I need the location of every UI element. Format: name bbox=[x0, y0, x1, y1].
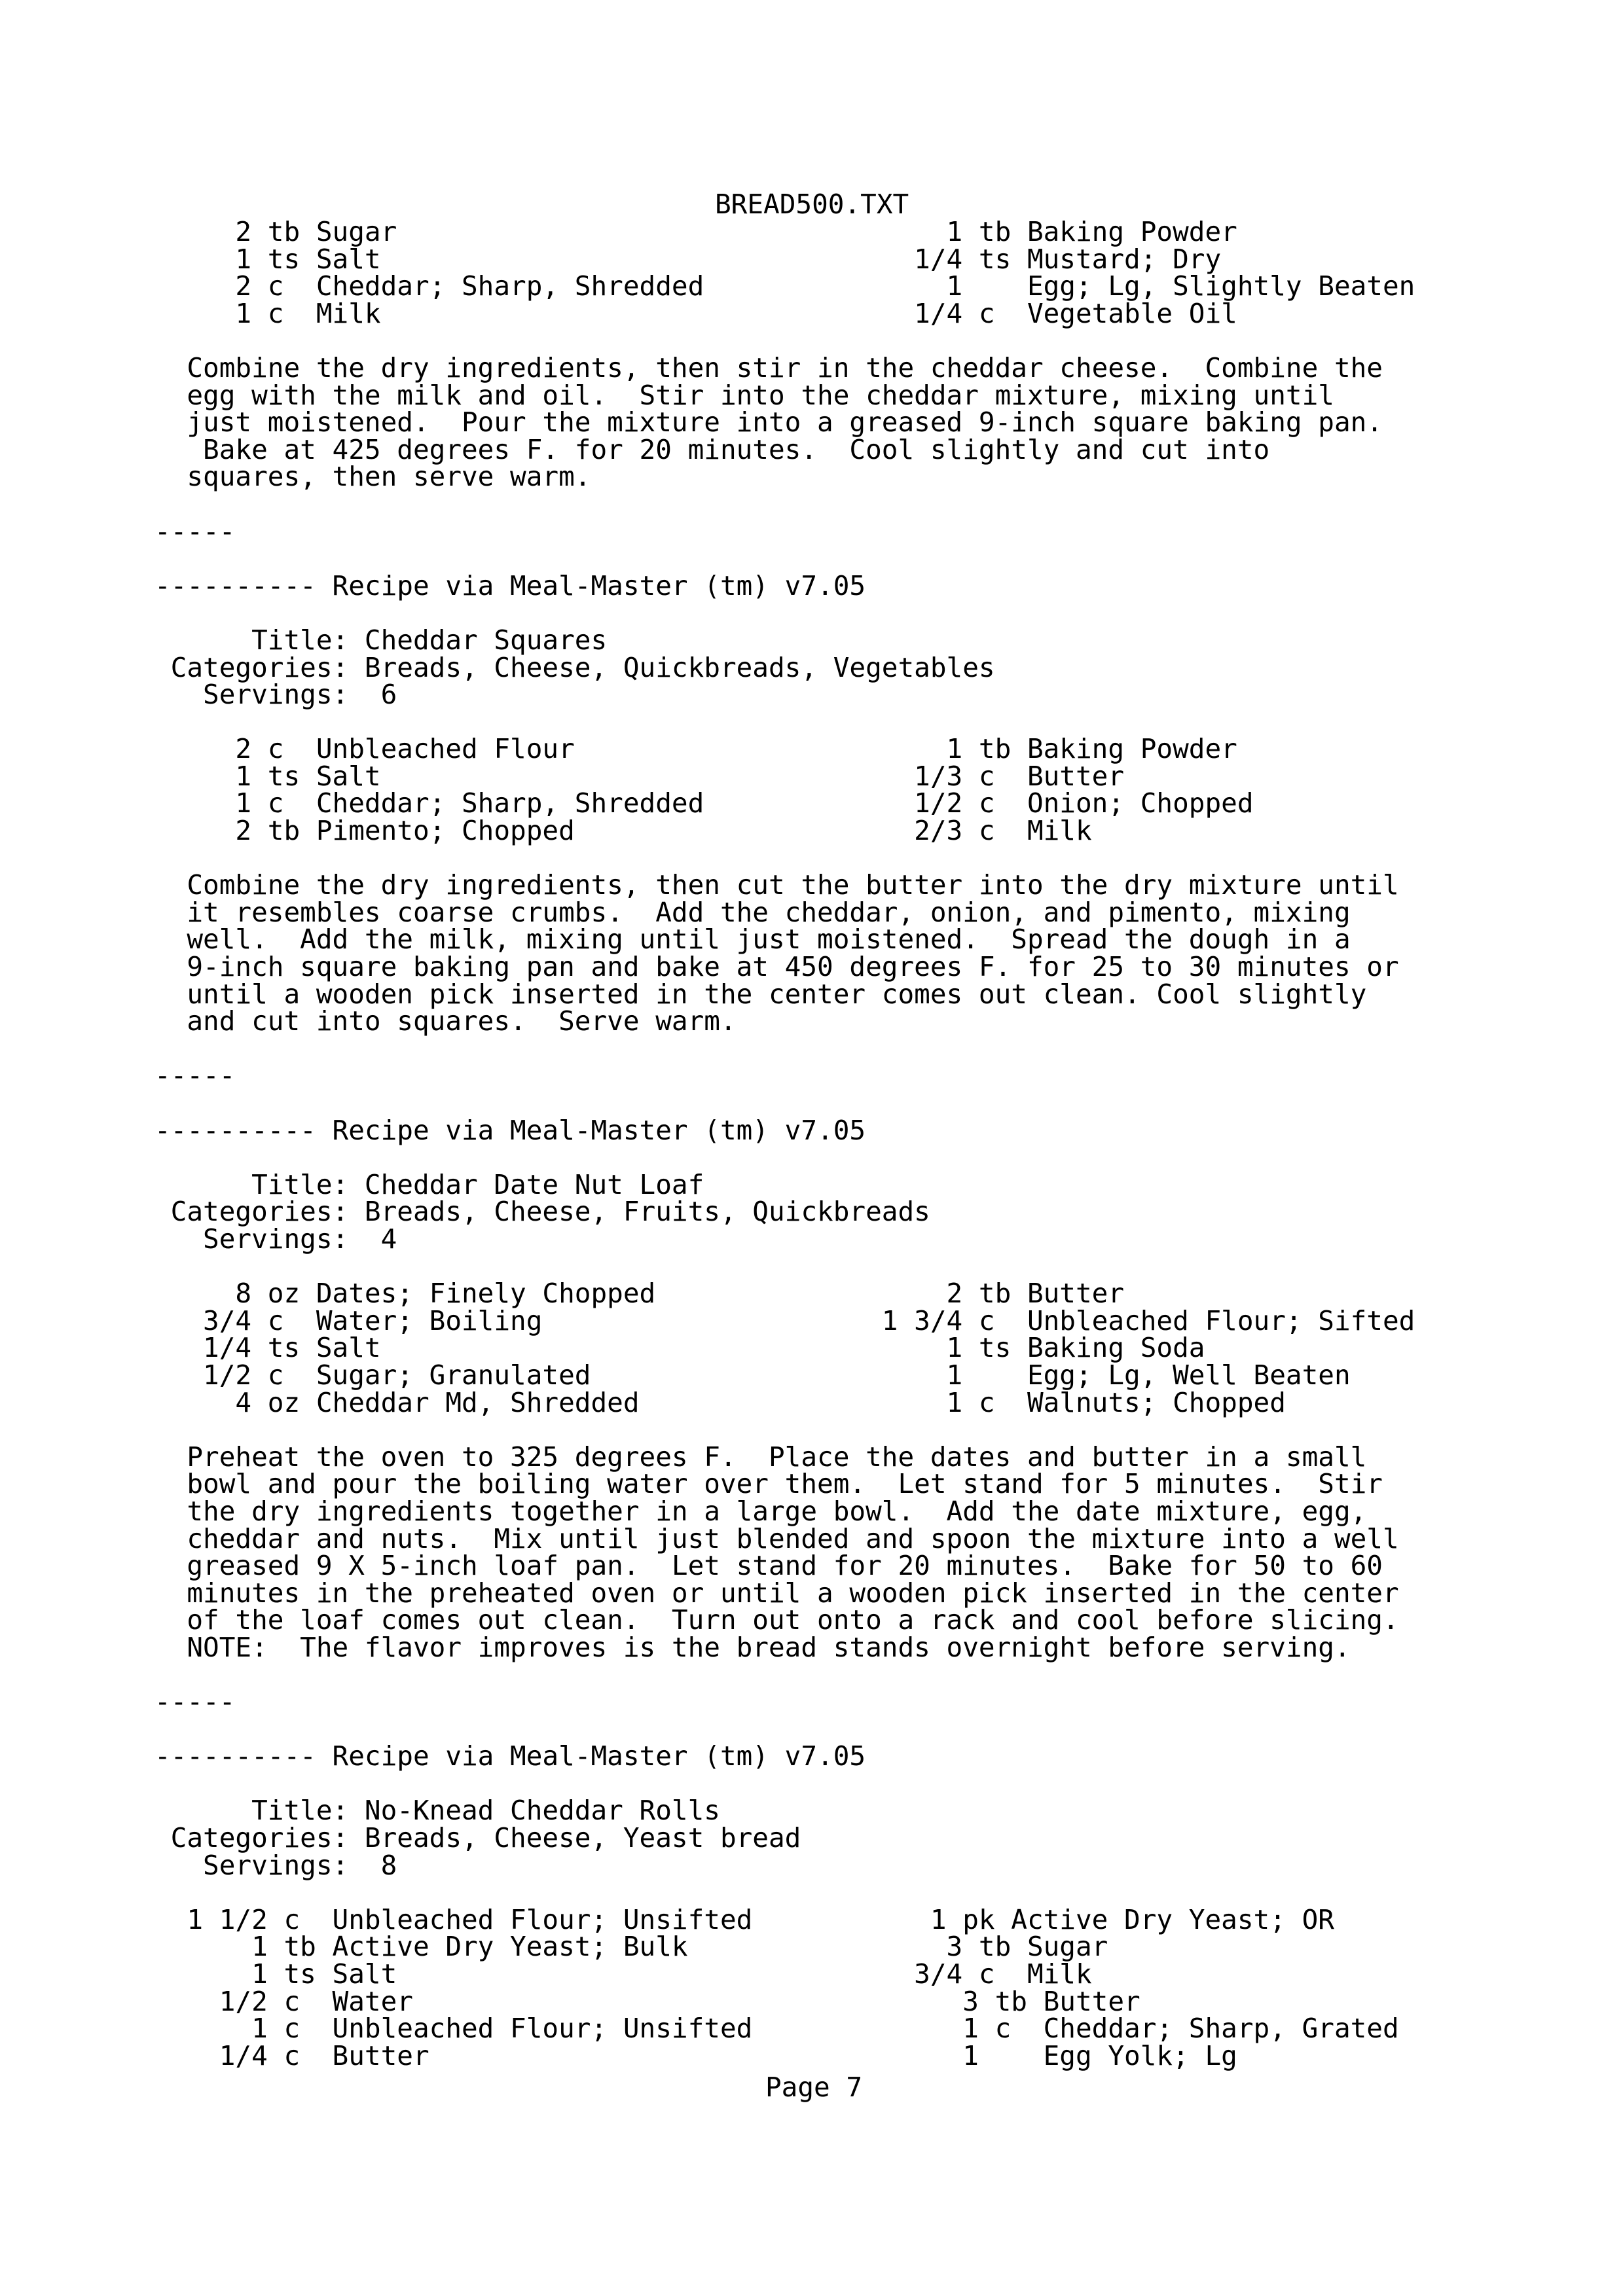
text-line: greased 9 X 5-inch loaf pan. Let stand for 20 minutes. Bake for 50 to 60 bbox=[155, 1550, 1383, 1582]
text-line bbox=[155, 1416, 1415, 1444]
text-line bbox=[155, 1879, 1415, 1907]
text-line: cheddar and nuts. Mix until just blended and spoon the mixture into a well bbox=[155, 1522, 1399, 1554]
page-number-footer: Page 7 bbox=[765, 2072, 863, 2103]
text-line: Categories: Breads, Cheese, Fruits, Quickbreads bbox=[155, 1196, 930, 1228]
text-line: of the loaf comes out clean. Turn out onto a rack and cool before slicing. bbox=[155, 1604, 1399, 1636]
text-line: 1 ts Salt 1/3 c Butter bbox=[155, 760, 1125, 792]
text-line: well. Add the milk, mixing until just moistened. Spread the dough in a bbox=[155, 924, 1351, 956]
text-line bbox=[155, 845, 1415, 872]
text-line: 1 1/2 c Unbleached Flour; Unsifted 1 pk Active Dry Yeast; OR bbox=[155, 1903, 1334, 1935]
text-line: 8 oz Dates; Finely Chopped 2 tb Butter bbox=[155, 1278, 1125, 1310]
text-line bbox=[155, 1144, 1415, 1172]
document-header: BREAD500.TXT bbox=[715, 188, 909, 220]
text-line: Servings: 4 bbox=[155, 1223, 397, 1255]
text-line bbox=[155, 709, 1415, 736]
text-line: Title: Cheddar Date Nut Loaf bbox=[155, 1168, 704, 1200]
text-line: 2 c Cheddar; Sharp, Shredded 1 Egg; Lg, Slightly Beaten bbox=[155, 270, 1415, 302]
text-line: 1 ts Salt 3/4 c Milk bbox=[155, 1958, 1092, 1990]
text-line: ---------- Recipe via Meal-Master (tm) v7.05 bbox=[155, 1114, 866, 1146]
text-line: 4 oz Cheddar Md, Shredded 1 c Walnuts; Chopped bbox=[155, 1386, 1286, 1418]
text-line: 1/4 c Butter 1 Egg Yolk; Lg bbox=[155, 2039, 1237, 2072]
text-line: 1/2 c Water 3 tb Butter bbox=[155, 1985, 1140, 2017]
text-line bbox=[155, 1035, 1415, 1063]
text-line: it resembles coarse crumbs. Add the cheddar, onion, and pimento, mixing bbox=[155, 896, 1351, 928]
text-line bbox=[155, 1770, 1415, 1798]
text-line: ----- bbox=[155, 1060, 236, 1092]
text-line: 1/4 ts Salt 1 ts Baking Soda bbox=[155, 1332, 1205, 1364]
text-line: egg with the milk and oil. Stir into the cheddar mixture, mixing until bbox=[155, 379, 1334, 411]
text-line: Combine the dry ingredients, then stir in the cheddar cheese. Combine the bbox=[155, 351, 1383, 384]
text-line: Categories: Breads, Cheese, Yeast bread bbox=[155, 1822, 801, 1854]
text-line: Categories: Breads, Cheese, Quickbreads, Vegetables bbox=[155, 651, 995, 683]
text-line: ---------- Recipe via Meal-Master (tm) v7.05 bbox=[155, 569, 866, 601]
text-line: 1 tb Active Dry Yeast; Bulk 3 tb Sugar bbox=[155, 1931, 1108, 1963]
text-line: 1 c Cheddar; Sharp, Shredded 1/2 c Onion; Chopped bbox=[155, 787, 1254, 819]
text-line: ----- bbox=[155, 515, 236, 547]
text-line: minutes in the preheated oven or until a wooden pick inserted in the center bbox=[155, 1577, 1399, 1609]
text-line: Bake at 425 degrees F. for 20 minutes. Cool slightly and cut into bbox=[155, 433, 1270, 465]
recipe-text-body bbox=[155, 216, 1415, 2072]
text-line: and cut into squares. Serve warm. bbox=[155, 1005, 737, 1037]
text-line: bowl and pour the boiling water over them. Let stand for 5 minutes. Stir bbox=[155, 1468, 1383, 1500]
text-line: squares, then serve warm. bbox=[155, 461, 591, 493]
text-line bbox=[155, 327, 1415, 355]
text-line: 3/4 c Water; Boiling 1 3/4 c Unbleached Flour; Sifted bbox=[155, 1304, 1415, 1336]
text-line: 1 ts Salt 1/4 ts Mustard; Dry bbox=[155, 243, 1222, 275]
text-line: 1 c Unbleached Flour; Unsifted 1 c Cheddar; Sharp, Grated bbox=[155, 2013, 1399, 2045]
text-line: 2 tb Pimento; Chopped 2/3 c Milk bbox=[155, 815, 1092, 847]
text-line: NOTE: The flavor improves is the bread stands overnight before serving. bbox=[155, 1631, 1351, 1663]
text-line: 1 c Milk 1/4 c Vegetable Oil bbox=[155, 297, 1237, 329]
text-line: Servings: 6 bbox=[155, 679, 397, 711]
text-line: Title: Cheddar Squares bbox=[155, 624, 608, 656]
text-line bbox=[155, 1253, 1415, 1281]
text-line bbox=[155, 1716, 1415, 1744]
text-line: 2 c Unbleached Flour 1 tb Baking Powder bbox=[155, 733, 1237, 765]
text-line bbox=[155, 491, 1415, 518]
text-line: until a wooden pick inserted in the center comes out clean. Cool slightly bbox=[155, 978, 1367, 1010]
text-line: Title: No-Knead Cheddar Rolls bbox=[155, 1795, 720, 1827]
text-line: ----- bbox=[155, 1686, 236, 1718]
text-line bbox=[155, 545, 1415, 573]
text-line: Servings: 8 bbox=[155, 1849, 397, 1881]
text-line bbox=[155, 1661, 1415, 1689]
text-line: Combine the dry ingredients, then cut the butter into the dry mixture until bbox=[155, 869, 1399, 901]
text-line: the dry ingredients together in a large bowl. Add the date mixture, egg, bbox=[155, 1495, 1367, 1527]
text-line bbox=[155, 600, 1415, 627]
text-line: ---------- Recipe via Meal-Master (tm) v7.05 bbox=[155, 1740, 866, 1772]
text-line: 9-inch square baking pan and bake at 450 degrees F. for 25 to 30 minutes or bbox=[155, 951, 1399, 983]
text-line: just moistened. Pour the mixture into a greased 9-inch square baking pan. bbox=[155, 406, 1383, 439]
text-line bbox=[155, 1090, 1415, 1117]
text-line: Preheat the oven to 325 degrees F. Place the dates and butter in a small bbox=[155, 1441, 1367, 1473]
text-line: 2 tb Sugar 1 tb Baking Powder bbox=[155, 216, 1237, 247]
text-line: 1/2 c Sugar; Granulated 1 Egg; Lg, Well Beaten bbox=[155, 1359, 1351, 1391]
